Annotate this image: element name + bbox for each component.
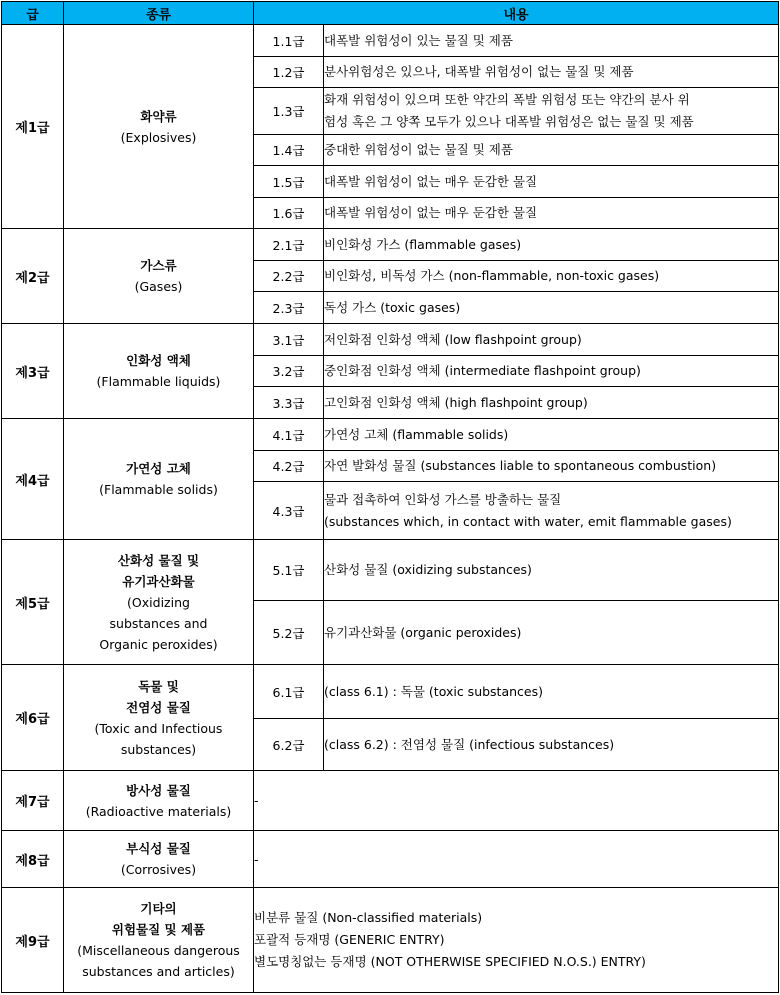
kind-cell <box>64 419 254 540</box>
kind-english: (Gases) <box>134 279 183 294</box>
grade-cell: 제7급 <box>2 771 64 831</box>
kind-cell <box>64 324 254 419</box>
table-row <box>2 771 779 831</box>
grade-cell: 제2급 <box>2 229 64 324</box>
table-row <box>2 665 779 719</box>
kind-english: (Corrosives) <box>120 862 197 877</box>
kind-korean: 화약류 <box>140 108 177 124</box>
content-cell: - <box>254 771 779 831</box>
kind-korean: 기타의 <box>140 901 177 916</box>
kind-korean: 부식성 물질 <box>126 841 191 856</box>
subclass-code: 3.1급 <box>254 324 324 356</box>
subclass-description <box>324 88 779 135</box>
grade-cell: 제9급 <box>2 888 64 993</box>
kind-korean: 유기과산화물 <box>122 573 195 589</box>
subclass-code: 1.2급 <box>254 57 324 88</box>
kind-english: (Flammable liquids) <box>96 374 221 389</box>
subclass-code: 6.1급 <box>254 665 324 719</box>
subclass-code: 3.3급 <box>254 387 324 419</box>
description-line: 물과 접촉하여 인화성 가스를 방출하는 물질 <box>324 491 562 507</box>
content-cell: - <box>254 831 779 888</box>
grade-cell: 제3급 <box>2 324 64 419</box>
kind-korean: 전염성 물질 <box>126 699 191 715</box>
kind-cell <box>64 831 254 888</box>
kind-korean: 독물 및 <box>138 678 179 694</box>
table-row <box>2 229 779 261</box>
subclass-description: 중인화점 인화성 액체 (intermediate flashpoint group) <box>324 356 779 387</box>
kind-english: (Flammable solids) <box>99 482 218 497</box>
subclass-code: 2.1급 <box>254 229 324 261</box>
subclass-code: 5.2급 <box>254 601 324 665</box>
grade-cell: 제1급 <box>2 25 64 229</box>
kind-korean: 가연성 고체 <box>126 461 191 476</box>
subclass-code: 1.3급 <box>254 88 324 135</box>
subclass-description: 대폭발 위험성이 없는 매우 둔감한 물질 <box>324 166 779 198</box>
subclass-description: 비인화성, 비독성 가스 (non-flammable, non-toxic gases) <box>324 261 779 292</box>
subclass-code: 3.2급 <box>254 356 324 387</box>
subclass-code: 4.3급 <box>254 482 324 540</box>
kind-english: substances) <box>120 741 197 757</box>
header-kind: 종류 <box>64 2 254 25</box>
subclass-code: 1.1급 <box>254 25 324 57</box>
description-line: 험성 혹은 그 양쪽 모두가 있으나 대폭발 위험성은 없는 물질 및 제품 <box>324 114 694 129</box>
content-cell <box>254 888 779 993</box>
kind-english: (Miscellaneous dangerous <box>77 943 240 958</box>
content-line: 비분류 물질 (Non-classified materials) <box>254 910 483 925</box>
subclass-description: 비인화성 가스 (flammable gases) <box>324 229 779 261</box>
subclass-code: 6.2급 <box>254 719 324 771</box>
kind-english: (Toxic and Infectious <box>94 720 223 736</box>
kind-english: Organic peroxides) <box>99 636 218 652</box>
description-line: (substances which, in contact with water, emit flammable gases) <box>324 513 732 529</box>
subclass-code: 1.6급 <box>254 198 324 229</box>
subclass-code: 2.2급 <box>254 261 324 292</box>
kind-cell <box>64 665 254 771</box>
grade-cell: 제8급 <box>2 831 64 888</box>
grade-cell: 제6급 <box>2 665 64 771</box>
subclass-description: 대폭발 위험성이 없는 매우 둔감한 물질 <box>324 198 779 229</box>
kind-english: (Oxidizing <box>127 594 190 610</box>
subclass-description: 분사위험성은 있으나, 대폭발 위험성이 없는 물질 및 제품 <box>324 57 779 88</box>
kind-english: substances and articles) <box>82 964 235 979</box>
kind-korean: 방사성 물질 <box>126 782 191 798</box>
subclass-description: 가연성 고체 (flammable solids) <box>324 419 779 451</box>
header-content: 내용 <box>254 2 779 25</box>
table-row <box>2 888 779 993</box>
kind-korean: 위험물질 및 제품 <box>111 922 206 937</box>
subclass-description: 유기과산화물 (organic peroxides) <box>324 601 779 665</box>
kind-korean: 산화성 물질 및 <box>117 552 200 568</box>
subclass-description <box>324 482 779 540</box>
kind-english: (Radioactive materials) <box>85 803 232 819</box>
table-row <box>2 540 779 601</box>
kind-cell <box>64 229 254 324</box>
subclass-description: (class 6.1) : 독물 (toxic substances) <box>324 665 779 719</box>
kind-english: substances and <box>109 615 208 631</box>
table-row <box>2 25 779 57</box>
dangerous-goods-classification-table <box>1 1 779 993</box>
table-row <box>2 324 779 356</box>
content-line: 포괄적 등재명 (GENERIC ENTRY) <box>254 932 445 947</box>
kind-cell <box>64 25 254 229</box>
table-row <box>2 419 779 451</box>
description-line: 화재 위험성이 있으며 또한 약간의 폭발 위험성 또는 약간의 분사 위 <box>324 92 690 107</box>
kind-korean: 가스류 <box>140 258 177 273</box>
kind-cell <box>64 771 254 831</box>
subclass-code: 1.4급 <box>254 135 324 166</box>
subclass-description: 산화성 물질 (oxidizing substances) <box>324 540 779 601</box>
kind-cell <box>64 540 254 665</box>
grade-cell: 제5급 <box>2 540 64 665</box>
subclass-description: (class 6.2) : 전염성 물질 (infectious substances) <box>324 719 779 771</box>
header-grade: 급 <box>2 2 64 25</box>
subclass-description: 고인화점 인화성 액체 (high flashpoint group) <box>324 387 779 419</box>
grade-cell: 제4급 <box>2 419 64 540</box>
kind-korean: 인화성 액체 <box>126 353 191 368</box>
subclass-description: 독성 가스 (toxic gases) <box>324 292 779 324</box>
subclass-code: 5.1급 <box>254 540 324 601</box>
subclass-description: 자연 발화성 물질 (substances liable to spontaneous combustion) <box>324 451 779 482</box>
subclass-code: 4.2급 <box>254 451 324 482</box>
table-row <box>2 831 779 888</box>
content-line: 별도명칭없는 등재명 (NOT OTHERWISE SPECIFIED N.O.S.) ENTRY) <box>254 954 646 969</box>
kind-english: (Explosives) <box>120 129 197 145</box>
subclass-description: 대폭발 위험성이 있는 물질 및 제품 <box>324 25 779 57</box>
subclass-description: 저인화점 인화성 액체 (low flashpoint group) <box>324 324 779 356</box>
kind-cell <box>64 888 254 993</box>
subclass-code: 2.3급 <box>254 292 324 324</box>
subclass-code: 1.5급 <box>254 166 324 198</box>
subclass-code: 4.1급 <box>254 419 324 451</box>
subclass-description: 중대한 위험성이 없는 물질 및 제품 <box>324 135 779 166</box>
header-row <box>2 2 779 25</box>
